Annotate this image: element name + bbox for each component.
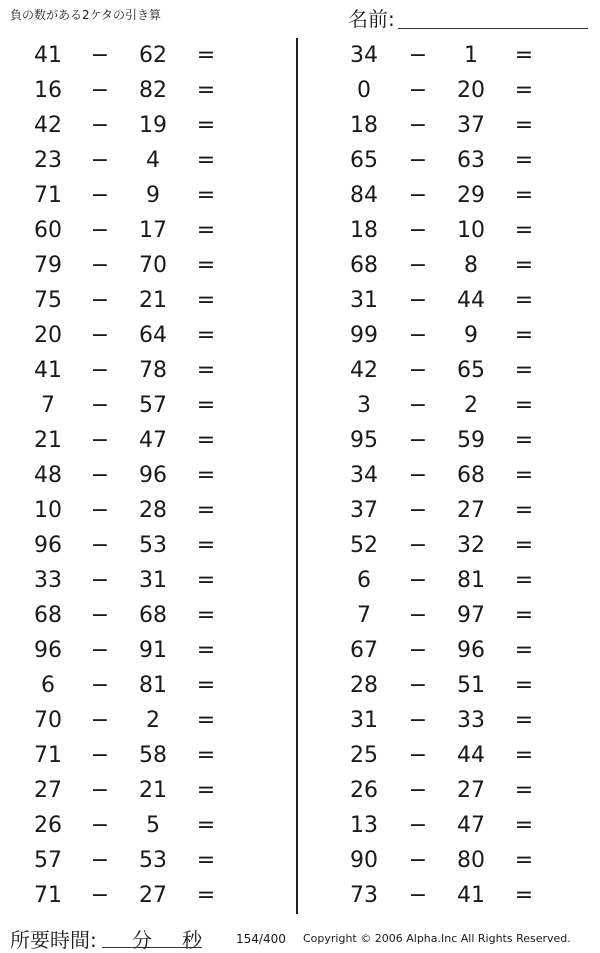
equals-sign: = xyxy=(514,848,534,873)
equals-sign: = xyxy=(514,148,534,173)
subtrahend: 33 xyxy=(457,708,485,733)
minus-sign: − xyxy=(90,778,110,803)
subtrahend: 68 xyxy=(457,463,485,488)
minuend: 57 xyxy=(34,848,62,873)
worksheet-title: 負の数がある2ケタの引き算 xyxy=(10,8,162,22)
problem-row xyxy=(318,703,600,738)
subtrahend: 63 xyxy=(457,148,485,173)
minuend: 99 xyxy=(350,323,378,348)
minus-sign: − xyxy=(90,533,110,558)
subtrahend: 9 xyxy=(146,183,160,208)
subtrahend: 9 xyxy=(464,323,478,348)
minuend: 48 xyxy=(34,463,62,488)
subtrahend: 53 xyxy=(139,848,167,873)
subtrahend: 68 xyxy=(139,603,167,628)
problem-row xyxy=(0,563,290,598)
problem-row xyxy=(318,38,600,73)
minus-sign: − xyxy=(90,813,110,838)
minus-sign: − xyxy=(408,358,428,383)
equals-sign: = xyxy=(514,428,534,453)
equals-sign: = xyxy=(514,358,534,383)
subtrahend: 57 xyxy=(139,393,167,418)
equals-sign: = xyxy=(514,113,534,138)
problem-row xyxy=(0,283,290,318)
subtrahend: 28 xyxy=(139,498,167,523)
equals-sign: = xyxy=(196,638,216,663)
left-problem-column xyxy=(0,38,290,913)
subtrahend: 31 xyxy=(139,568,167,593)
minus-sign: − xyxy=(90,883,110,908)
minuend: 21 xyxy=(34,428,62,453)
minuend: 10 xyxy=(34,498,62,523)
minus-sign: − xyxy=(408,78,428,103)
minus-sign: − xyxy=(408,708,428,733)
subtrahend: 8 xyxy=(464,253,478,278)
minuend: 3 xyxy=(357,393,371,418)
subtrahend: 27 xyxy=(457,498,485,523)
problem-row xyxy=(0,493,290,528)
problem-row xyxy=(0,843,290,878)
minus-sign: − xyxy=(90,148,110,173)
page-number: 154/400 xyxy=(236,932,286,946)
minus-sign: − xyxy=(408,778,428,803)
equals-sign: = xyxy=(196,463,216,488)
equals-sign: = xyxy=(196,148,216,173)
subtrahend: 59 xyxy=(457,428,485,453)
subtrahend: 44 xyxy=(457,288,485,313)
problem-row xyxy=(0,108,290,143)
equals-sign: = xyxy=(196,498,216,523)
subtrahend: 78 xyxy=(139,358,167,383)
equals-sign: = xyxy=(196,428,216,453)
problem-row xyxy=(318,738,600,773)
minus-sign: − xyxy=(90,428,110,453)
problem-row xyxy=(318,248,600,283)
minuend: 26 xyxy=(34,813,62,838)
problem-row xyxy=(318,353,600,388)
minus-sign: − xyxy=(90,288,110,313)
problem-row xyxy=(0,143,290,178)
minus-sign: − xyxy=(90,568,110,593)
subtrahend: 51 xyxy=(457,673,485,698)
minuend: 70 xyxy=(34,708,62,733)
equals-sign: = xyxy=(514,43,534,68)
problem-row xyxy=(0,318,290,353)
minus-sign: − xyxy=(408,568,428,593)
subtrahend: 53 xyxy=(139,533,167,558)
equals-sign: = xyxy=(196,533,216,558)
problem-row xyxy=(0,178,290,213)
minus-sign: − xyxy=(408,393,428,418)
subtrahend: 81 xyxy=(139,673,167,698)
problem-row xyxy=(0,353,290,388)
minuend: 42 xyxy=(34,113,62,138)
minuend: 71 xyxy=(34,743,62,768)
minus-sign: − xyxy=(90,463,110,488)
minuend: 96 xyxy=(34,533,62,558)
minuend: 26 xyxy=(350,778,378,803)
problem-row xyxy=(0,213,290,248)
equals-sign: = xyxy=(196,813,216,838)
minuend: 41 xyxy=(34,358,62,383)
minus-sign: − xyxy=(90,743,110,768)
subtrahend: 21 xyxy=(139,288,167,313)
problem-row xyxy=(318,73,600,108)
minutes-label: 分 xyxy=(132,928,152,952)
minuend: 20 xyxy=(34,323,62,348)
minus-sign: − xyxy=(90,78,110,103)
minus-sign: − xyxy=(408,183,428,208)
equals-sign: = xyxy=(514,533,534,558)
equals-sign: = xyxy=(196,43,216,68)
equals-sign: = xyxy=(514,498,534,523)
minuend: 75 xyxy=(34,288,62,313)
minuend: 28 xyxy=(350,673,378,698)
problem-row xyxy=(318,528,600,563)
subtrahend: 2 xyxy=(146,708,160,733)
minus-sign: − xyxy=(90,673,110,698)
seconds-label: 秒 xyxy=(182,928,202,952)
minus-sign: − xyxy=(408,498,428,523)
equals-sign: = xyxy=(196,603,216,628)
equals-sign: = xyxy=(196,673,216,698)
minus-sign: − xyxy=(408,463,428,488)
name-field xyxy=(348,7,588,31)
equals-sign: = xyxy=(514,813,534,838)
subtrahend: 47 xyxy=(457,813,485,838)
subtrahend: 2 xyxy=(464,393,478,418)
subtrahend: 96 xyxy=(139,463,167,488)
equals-sign: = xyxy=(514,218,534,243)
problem-row xyxy=(0,528,290,563)
minuend: 27 xyxy=(34,778,62,803)
minuend: 0 xyxy=(357,78,371,103)
problem-row xyxy=(318,598,600,633)
minus-sign: − xyxy=(408,638,428,663)
minus-sign: − xyxy=(90,43,110,68)
subtrahend: 91 xyxy=(139,638,167,663)
equals-sign: = xyxy=(514,568,534,593)
subtrahend: 70 xyxy=(139,253,167,278)
problem-row xyxy=(318,108,600,143)
equals-sign: = xyxy=(514,78,534,103)
footer xyxy=(0,920,600,952)
name-underline xyxy=(398,28,588,29)
problem-row xyxy=(318,458,600,493)
subtrahend: 65 xyxy=(457,358,485,383)
equals-sign: = xyxy=(514,288,534,313)
equals-sign: = xyxy=(514,603,534,628)
minuend: 42 xyxy=(350,358,378,383)
minuend: 31 xyxy=(350,288,378,313)
subtrahend: 97 xyxy=(457,603,485,628)
problem-row xyxy=(318,808,600,843)
equals-sign: = xyxy=(196,708,216,733)
minus-sign: − xyxy=(408,883,428,908)
right-problem-column xyxy=(318,38,600,913)
problem-row xyxy=(318,388,600,423)
problem-row xyxy=(318,773,600,808)
minus-sign: − xyxy=(90,498,110,523)
equals-sign: = xyxy=(514,778,534,803)
minuend: 79 xyxy=(34,253,62,278)
subtrahend: 19 xyxy=(139,113,167,138)
minuend: 23 xyxy=(34,148,62,173)
problem-row xyxy=(318,423,600,458)
minus-sign: − xyxy=(408,603,428,628)
equals-sign: = xyxy=(514,708,534,733)
equals-sign: = xyxy=(196,883,216,908)
minuend: 31 xyxy=(350,708,378,733)
subtrahend: 17 xyxy=(139,218,167,243)
minuend: 6 xyxy=(41,673,55,698)
equals-sign: = xyxy=(514,883,534,908)
problem-row xyxy=(0,458,290,493)
minus-sign: − xyxy=(90,323,110,348)
minuend: 71 xyxy=(34,883,62,908)
subtrahend: 4 xyxy=(146,148,160,173)
minuend: 65 xyxy=(350,148,378,173)
minuend: 52 xyxy=(350,533,378,558)
minuend: 90 xyxy=(350,848,378,873)
subtrahend: 27 xyxy=(457,778,485,803)
equals-sign: = xyxy=(514,253,534,278)
minus-sign: − xyxy=(408,813,428,838)
name-label: 名前: xyxy=(348,7,395,31)
subtrahend: 62 xyxy=(139,43,167,68)
equals-sign: = xyxy=(196,393,216,418)
subtrahend: 20 xyxy=(457,78,485,103)
subtrahend: 80 xyxy=(457,848,485,873)
minuend: 16 xyxy=(34,78,62,103)
minus-sign: − xyxy=(408,673,428,698)
equals-sign: = xyxy=(196,113,216,138)
minuend: 71 xyxy=(34,183,62,208)
problem-row xyxy=(0,773,290,808)
equals-sign: = xyxy=(196,358,216,383)
subtrahend: 32 xyxy=(457,533,485,558)
problem-row xyxy=(318,878,600,913)
minuend: 25 xyxy=(350,743,378,768)
time-taken-label: 所要時間: xyxy=(10,928,97,952)
problem-row xyxy=(0,598,290,633)
minuend: 60 xyxy=(34,218,62,243)
problem-row xyxy=(0,248,290,283)
minus-sign: − xyxy=(408,113,428,138)
problem-row xyxy=(0,73,290,108)
minuend: 37 xyxy=(350,498,378,523)
problem-row xyxy=(0,808,290,843)
equals-sign: = xyxy=(196,183,216,208)
minuend: 73 xyxy=(350,883,378,908)
minus-sign: − xyxy=(408,428,428,453)
minuend: 18 xyxy=(350,113,378,138)
problem-row xyxy=(318,843,600,878)
problem-row xyxy=(318,563,600,598)
equals-sign: = xyxy=(196,288,216,313)
subtrahend: 5 xyxy=(146,813,160,838)
subtrahend: 81 xyxy=(457,568,485,593)
minus-sign: − xyxy=(408,253,428,278)
problem-row xyxy=(0,388,290,423)
minus-sign: − xyxy=(408,43,428,68)
problem-row xyxy=(0,633,290,668)
subtrahend: 1 xyxy=(464,43,478,68)
subtrahend: 82 xyxy=(139,78,167,103)
minus-sign: − xyxy=(408,848,428,873)
minuend: 41 xyxy=(34,43,62,68)
equals-sign: = xyxy=(196,848,216,873)
minuend: 13 xyxy=(350,813,378,838)
minus-sign: − xyxy=(90,113,110,138)
minuend: 33 xyxy=(34,568,62,593)
equals-sign: = xyxy=(196,323,216,348)
subtrahend: 58 xyxy=(139,743,167,768)
subtrahend: 64 xyxy=(139,323,167,348)
minus-sign: − xyxy=(90,393,110,418)
subtrahend: 44 xyxy=(457,743,485,768)
equals-sign: = xyxy=(514,393,534,418)
problem-row xyxy=(318,143,600,178)
problem-row xyxy=(318,283,600,318)
equals-sign: = xyxy=(196,218,216,243)
equals-sign: = xyxy=(196,743,216,768)
equals-sign: = xyxy=(196,568,216,593)
problem-row xyxy=(0,423,290,458)
minuend: 84 xyxy=(350,183,378,208)
minus-sign: − xyxy=(408,533,428,558)
problem-row xyxy=(318,213,600,248)
minuend: 95 xyxy=(350,428,378,453)
problem-row xyxy=(318,668,600,703)
subtrahend: 47 xyxy=(139,428,167,453)
subtrahend: 27 xyxy=(139,883,167,908)
subtrahend: 21 xyxy=(139,778,167,803)
equals-sign: = xyxy=(514,183,534,208)
minus-sign: − xyxy=(408,323,428,348)
problem-row xyxy=(318,493,600,528)
minus-sign: − xyxy=(90,603,110,628)
subtrahend: 10 xyxy=(457,218,485,243)
equals-sign: = xyxy=(514,743,534,768)
subtrahend: 37 xyxy=(457,113,485,138)
problem-row xyxy=(0,668,290,703)
copyright-notice: Copyright © 2006 Alpha.Inc All Rights Reserved. xyxy=(303,932,571,945)
column-divider xyxy=(296,38,298,914)
minus-sign: − xyxy=(408,288,428,313)
subtrahend: 29 xyxy=(457,183,485,208)
equals-sign: = xyxy=(196,253,216,278)
subtrahend: 41 xyxy=(457,883,485,908)
problem-row xyxy=(318,633,600,668)
equals-sign: = xyxy=(196,78,216,103)
minus-sign: − xyxy=(90,183,110,208)
minus-sign: − xyxy=(90,638,110,663)
subtrahend: 96 xyxy=(457,638,485,663)
problem-row xyxy=(318,318,600,353)
minuend: 18 xyxy=(350,218,378,243)
minus-sign: − xyxy=(90,253,110,278)
minuend: 96 xyxy=(34,638,62,663)
problem-row xyxy=(0,738,290,773)
minus-sign: − xyxy=(90,708,110,733)
minus-sign: − xyxy=(90,218,110,243)
equals-sign: = xyxy=(196,778,216,803)
minus-sign: − xyxy=(90,358,110,383)
minus-sign: − xyxy=(408,148,428,173)
equals-sign: = xyxy=(514,323,534,348)
minus-sign: − xyxy=(90,848,110,873)
problem-row xyxy=(0,38,290,73)
minuend: 67 xyxy=(350,638,378,663)
minuend: 68 xyxy=(34,603,62,628)
minuend: 34 xyxy=(350,43,378,68)
minuend: 7 xyxy=(41,393,55,418)
minus-sign: − xyxy=(408,743,428,768)
problem-row xyxy=(318,178,600,213)
equals-sign: = xyxy=(514,463,534,488)
equals-sign: = xyxy=(514,673,534,698)
problem-row xyxy=(0,703,290,738)
minuend: 6 xyxy=(357,568,371,593)
equals-sign: = xyxy=(514,638,534,663)
problem-row xyxy=(0,878,290,913)
minuend: 34 xyxy=(350,463,378,488)
minuend: 7 xyxy=(357,603,371,628)
minuend: 68 xyxy=(350,253,378,278)
minus-sign: − xyxy=(408,218,428,243)
